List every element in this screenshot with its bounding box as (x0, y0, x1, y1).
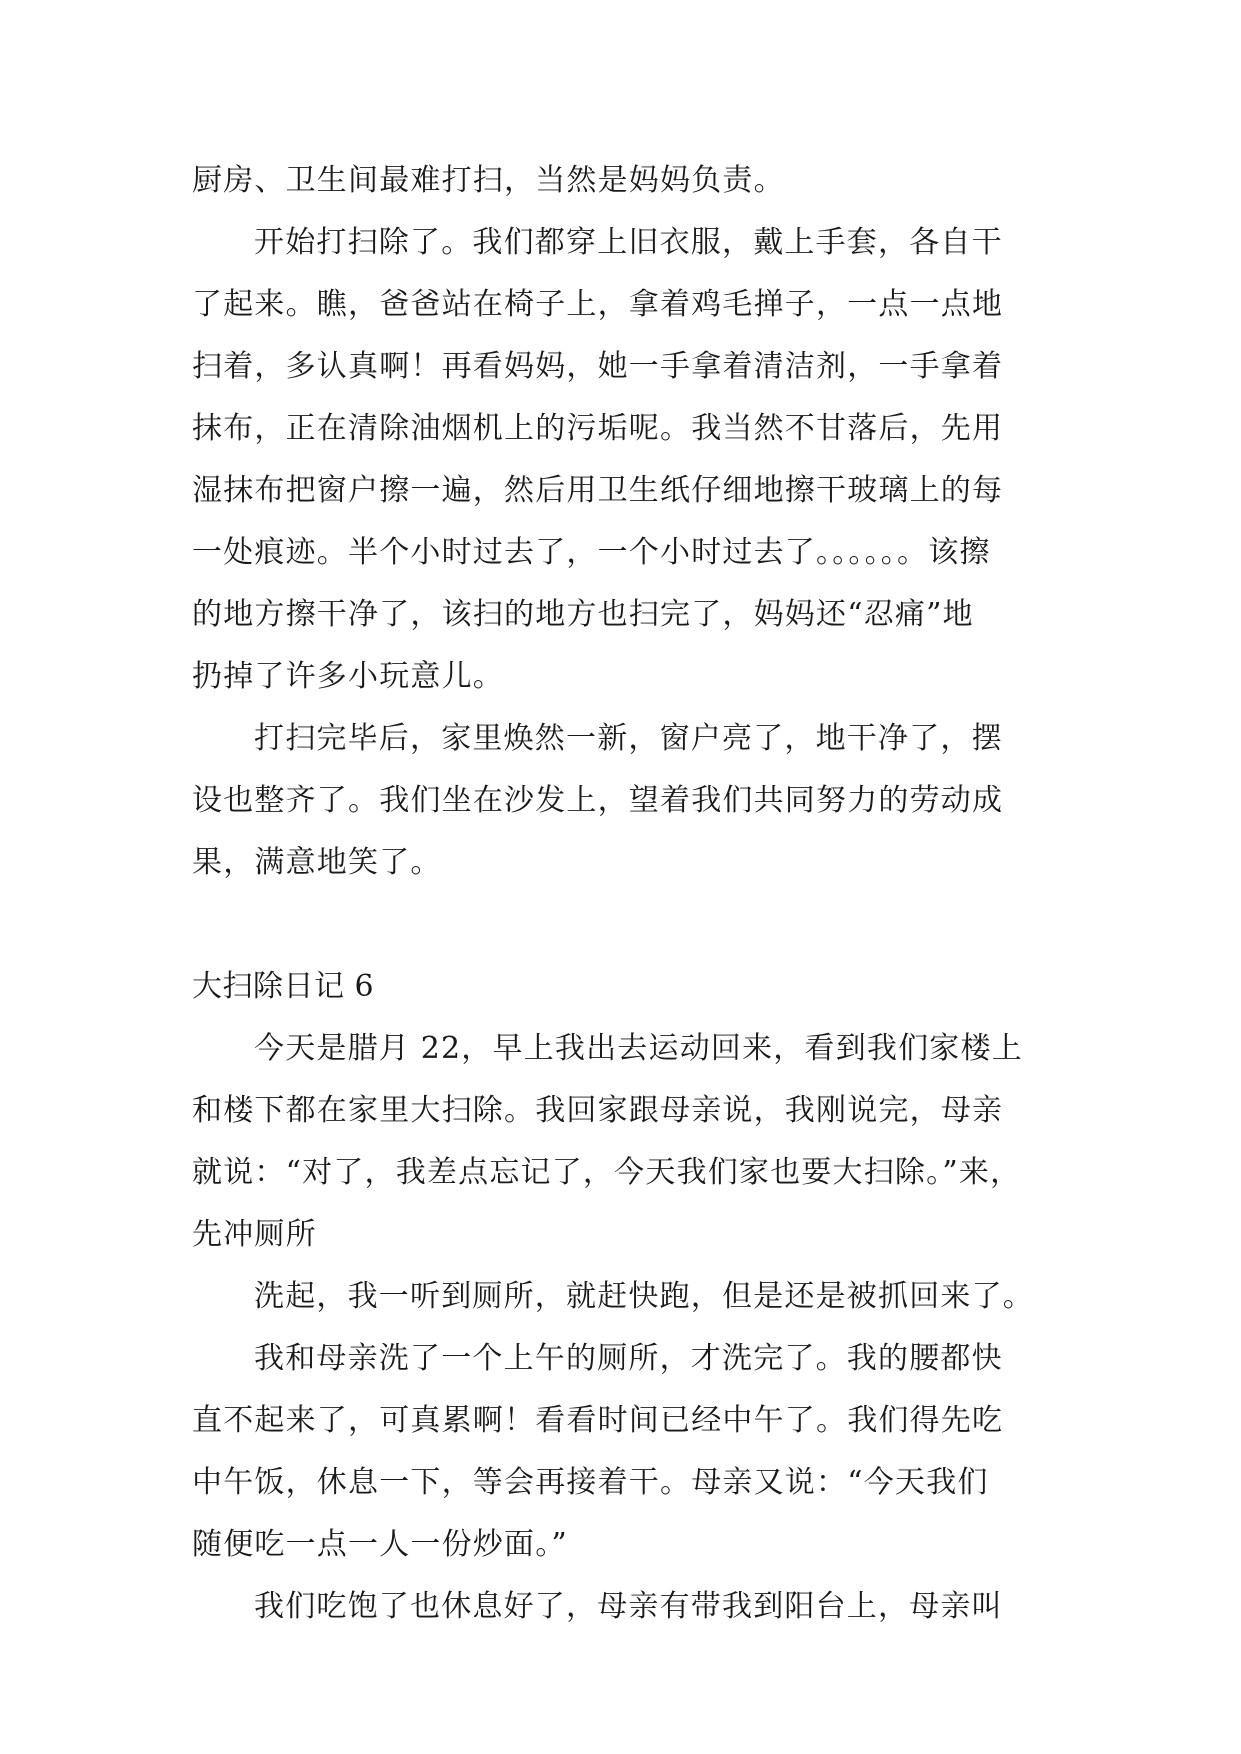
text-line: 的地方擦干净了，该扫的地方也扫完了，妈妈还“忍痛”地 (192, 597, 974, 632)
text-line: 抹布，正在清除油烟机上的污垢呢。我当然不甘落后，先用 (192, 411, 1004, 446)
text-line: 我和母亲洗了一个上午的厕所，才洗完了。我的腰都快 (254, 1341, 1003, 1376)
paragraph (192, 1576, 1052, 1638)
paragraph (192, 150, 1052, 212)
paragraph (192, 212, 1052, 708)
text-line: 直不起来了，可真累啊！看看时间已经中午了。我们得先吃 (192, 1403, 1004, 1438)
text-line: 开始打扫除了。我们都穿上旧衣服，戴上手套，各自干 (254, 225, 1003, 260)
text-line: 果，满意地笑了。 (192, 845, 442, 880)
text-line: 扔掉了许多小玩意儿。 (192, 659, 504, 694)
text-line: 中午饭，休息一下，等会再接着干。母亲又说：“今天我们 (192, 1465, 989, 1500)
section-heading: 大扫除日记 6 (192, 969, 375, 1004)
text-line: 随便吃一点一人一份炒面。” (192, 1527, 568, 1562)
section-spacer (192, 894, 1052, 956)
text-line: 和楼下都在家里大扫除。我回家跟母亲说，我刚说完，母亲 (192, 1093, 1004, 1128)
paragraph (192, 1328, 1052, 1576)
text-line: 就说：“对了，我差点忘记了，今天我们家也要大扫除。”来， (192, 1155, 1022, 1190)
paragraph (192, 1266, 1052, 1328)
text-line: 先冲厕所 (192, 1217, 317, 1252)
text-line: 厨房、卫生间最难打扫，当然是妈妈负责。 (192, 163, 785, 198)
text-line: 我们吃饱了也休息好了，母亲有带我到阳台上，母亲叫 (254, 1589, 1003, 1624)
text-line: 一处痕迹。半个小时过去了，一个小时过去了。。。。。。该擦 (192, 535, 991, 570)
text-line: 扫着，多认真啊！再看妈妈，她一手拿着清洁剂，一手拿着 (192, 349, 1004, 384)
paragraph (192, 1018, 1052, 1266)
text-line: 今天是腊月 22，早上我出去运动回来，看到我们家楼上 (254, 1031, 1023, 1066)
text-line: 打扫完毕后，家里焕然一新，窗户亮了，地干净了，摆 (254, 721, 1003, 756)
text-line: 洗起，我一听到厕所，就赶快跑，但是还是被抓回来了。 (254, 1279, 1034, 1314)
text-line: 设也整齐了。我们坐在沙发上，望着我们共同努力的劳动成 (192, 783, 1004, 818)
paragraph (192, 708, 1052, 894)
text-line: 了起来。瞧，爸爸站在椅子上，拿着鸡毛掸子，一点一点地 (192, 287, 1004, 322)
text-line: 湿抹布把窗户擦一遍，然后用卫生纸仔细地擦干玻璃上的每 (192, 473, 1004, 508)
document-page (192, 150, 1052, 1638)
